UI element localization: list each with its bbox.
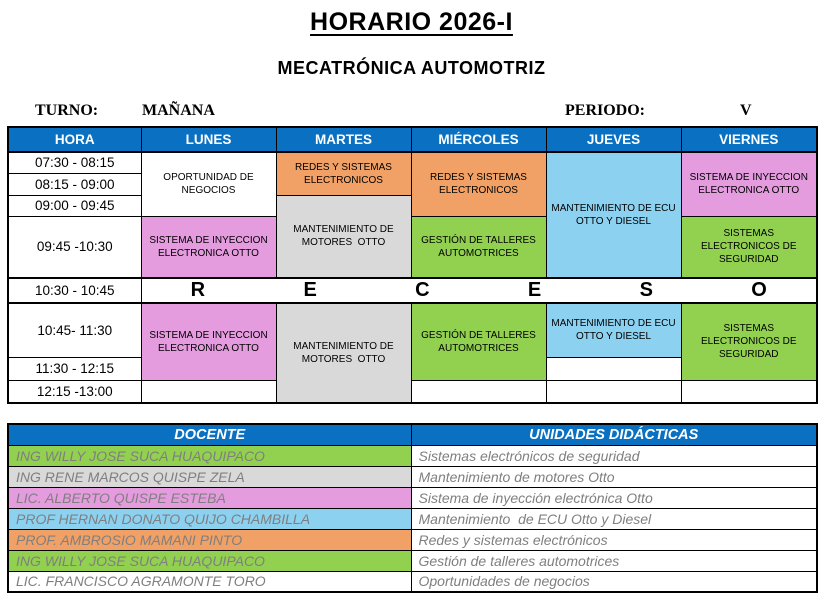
- docente-row: [8, 550, 817, 571]
- subject-cell-viernes-after: SISTEMAS ELECTRONICOS DE SEGURIDAD: [681, 303, 817, 380]
- subject-cell-jueves-after: MANTENIMIENTO DE ECU OTTO Y DIESEL: [546, 303, 681, 357]
- empty-cell: [546, 357, 681, 380]
- receso-letter: E: [527, 279, 542, 301]
- docente-row: [8, 487, 817, 508]
- periodo-label: PERIODO:: [565, 102, 645, 119]
- header-hora: HORA: [8, 127, 141, 152]
- header-lunes: LUNES: [141, 127, 276, 152]
- time-cell: 10:30 - 10:45: [8, 278, 141, 303]
- schedule-header-row: [8, 127, 817, 152]
- subject-cell-lunes-after: SISTEMA DE INYECCION ELECTRONICA OTTO: [141, 303, 276, 380]
- subject-cell-miercoles-morning: REDES Y SISTEMAS ELECTRONICOS: [411, 152, 546, 216]
- receso-letters: [142, 279, 817, 302]
- periodo-value: V: [740, 102, 752, 119]
- schedule-row: [8, 216, 817, 278]
- schedule-row: [8, 380, 817, 403]
- schedule-row: [8, 152, 817, 173]
- docentes-header-row: [8, 424, 817, 445]
- subject-cell-miercoles-late: GESTIÓN DE TALLERES AUTOMOTRICES: [411, 216, 546, 278]
- time-cell: 07:30 - 08:15: [8, 152, 141, 173]
- docente-row: [8, 466, 817, 487]
- turno-value: MAÑANA: [142, 102, 215, 119]
- receso-letter: R: [190, 279, 206, 301]
- meta-row: [7, 102, 816, 122]
- docentes-table: [7, 423, 818, 593]
- header-unidades: UNIDADES DIDÁCTICAS: [411, 424, 817, 445]
- empty-cell: [681, 380, 817, 403]
- receso-letter: E: [303, 279, 317, 301]
- page-title: HORARIO 2026-I: [310, 8, 513, 36]
- docente-name-cell: ING WILLY JOSE SUCA HUAQUIPACO: [8, 550, 411, 571]
- subject-cell-lunes-morning: OPORTUNIDAD DE NEGOCIOS: [141, 152, 276, 216]
- docente-name-cell: PROF. AMBROSIO MAMANI PINTO: [8, 529, 411, 550]
- time-cell: 12:15 -13:00: [8, 380, 141, 403]
- subject-cell-martes-late: MANTENIMIENTO DE MOTORES OTTO: [276, 195, 411, 278]
- docente-row: [8, 571, 817, 592]
- unidad-cell: Mantenimiento de motores Otto: [411, 466, 817, 487]
- subject-cell-jueves-morning: MANTENIMIENTO DE ECU OTTO Y DIESEL: [546, 152, 681, 278]
- unidad-cell: Mantenimiento de ECU Otto y Diesel: [411, 508, 817, 529]
- time-cell: 09:45 -10:30: [8, 216, 141, 278]
- docente-name-cell: ING RENE MARCOS QUISPE ZELA: [8, 466, 411, 487]
- subject-cell-viernes-late: SISTEMAS ELECTRONICOS DE SEGURIDAD: [681, 216, 817, 278]
- empty-cell: [411, 380, 546, 403]
- schedule-row: [8, 303, 817, 357]
- docente-row: [8, 508, 817, 529]
- empty-cell: [546, 380, 681, 403]
- header-miercoles: MIÉRCOLES: [411, 127, 546, 152]
- receso-letter: O: [751, 279, 767, 301]
- docente-row: [8, 529, 817, 550]
- header-docente: DOCENTE: [8, 424, 411, 445]
- time-cell: 08:15 - 09:00: [8, 173, 141, 195]
- header-martes: MARTES: [276, 127, 411, 152]
- docente-name-cell: ING WILLY JOSE SUCA HUAQUIPACO: [8, 445, 411, 466]
- subject-cell-martes-morning: REDES Y SISTEMAS ELECTRONICOS: [276, 152, 411, 195]
- unidad-cell: Redes y sistemas electrónicos: [411, 529, 817, 550]
- schedule-table: [7, 126, 818, 404]
- time-cell: 10:45- 11:30: [8, 303, 141, 357]
- receso-cell: [141, 278, 817, 303]
- time-cell: 11:30 - 12:15: [8, 357, 141, 380]
- subject-cell-lunes-late: SISTEMA DE INYECCION ELECTRONICA OTTO: [141, 216, 276, 278]
- turno-label: TURNO:: [35, 102, 99, 119]
- schedule-document: [0, 8, 823, 593]
- unidad-cell: Oportunidades de negocios: [411, 571, 817, 592]
- receso-letter: S: [639, 279, 653, 301]
- header-jueves: JUEVES: [546, 127, 681, 152]
- page-subtitle: MECATRÓNICA AUTOMOTRIZ: [277, 58, 546, 78]
- unidad-cell: Sistemas electrónicos de seguridad: [411, 445, 817, 466]
- header-viernes: VIERNES: [681, 127, 817, 152]
- empty-cell: [141, 380, 276, 403]
- docente-name-cell: LIC. FRANCISCO AGRAMONTE TORO: [8, 571, 411, 592]
- receso-row: [8, 278, 817, 303]
- subject-cell-martes-after: MANTENIMIENTO DE MOTORES OTTO: [276, 303, 411, 403]
- unidad-cell: Gestión de talleres automotrices: [411, 550, 817, 571]
- receso-letter: C: [415, 279, 430, 301]
- docente-row: [8, 445, 817, 466]
- unidad-cell: Sistema de inyección electrónica Otto: [411, 487, 817, 508]
- time-cell: 09:00 - 09:45: [8, 195, 141, 216]
- subject-cell-viernes-morning: SISTEMA DE INYECCION ELECTRONICA OTTO: [681, 152, 817, 216]
- subject-cell-miercoles-after: GESTIÓN DE TALLERES AUTOMOTRICES: [411, 303, 546, 380]
- docente-name-cell: LIC. ALBERTO QUISPE ESTEBA: [8, 487, 411, 508]
- docente-name-cell: PROF HERNAN DONATO QUIJO CHAMBILLA: [8, 508, 411, 529]
